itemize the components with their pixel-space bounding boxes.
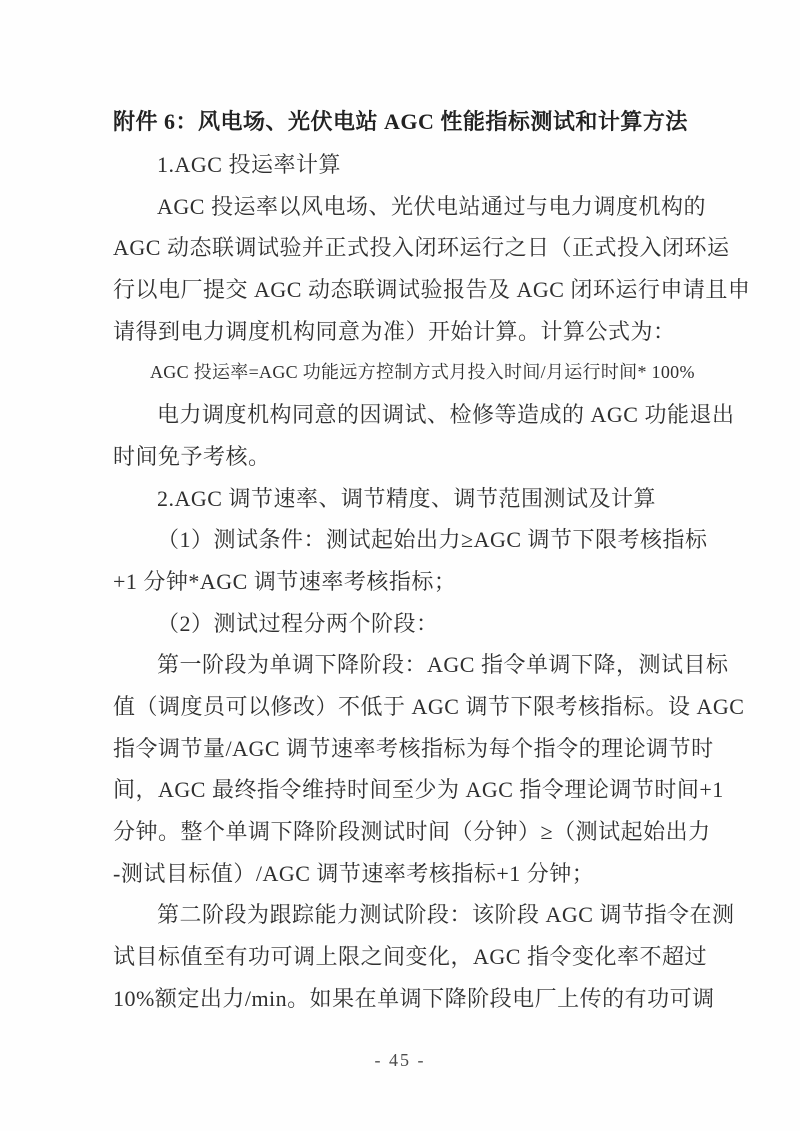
formula-line: AGC 投运率=AGC 功能远方控制方式月投入时间/月运行时间* 100% xyxy=(150,362,695,383)
text-line: 第一阶段为单调下降阶段：AGC 指令单调下降，测试目标 xyxy=(157,652,729,678)
text-line: 10%额定出力/min。如果在单调下降阶段电厂上传的有功可调 xyxy=(113,985,715,1011)
text-line: 电力调度机构同意的因调试、检修等造成的 AGC 功能退出 xyxy=(157,402,735,428)
text-line: AGC 投运率以风电场、光伏电站通过与电力调度机构的 xyxy=(157,193,706,219)
text-line: 行以电厂提交 AGC 动态联调试验报告及 AGC 闭环运行申请且申 xyxy=(113,277,751,303)
text-line: 试目标值至有功可调上限之间变化，AGC 指令变化率不超过 xyxy=(113,944,707,970)
section-heading-1: 1.AGC 投运率计算 xyxy=(157,152,341,177)
text-line: 第二阶段为跟踪能力测试阶段：该阶段 AGC 调节指令在测 xyxy=(157,902,735,928)
text-line: 指令调节量/AGC 调节速率考核指标为每个指令的理论调节时 xyxy=(113,735,714,761)
text-line: 值（调度员可以修改）不低于 AGC 调节下限考核指标。设 AGC xyxy=(113,693,745,719)
text-line: （1）测试条件：测试起始出力≥AGC 调节下限考核指标 xyxy=(157,527,708,553)
text-line: +1 分钟*AGC 调节速率考核指标； xyxy=(113,568,457,594)
document-body xyxy=(113,100,751,1019)
page-number: - 45 - xyxy=(374,1050,426,1070)
text-line: 请得到电力调度机构同意为准）开始计算。计算公式为： xyxy=(113,318,676,344)
text-line: （2）测试过程分两个阶段： xyxy=(157,610,439,636)
document-title: 附件 6：风电场、光伏电站 AGC 性能指标测试和计算方法 xyxy=(113,109,688,134)
section-heading-2: 2.AGC 调节速率、调节精度、调节范围测试及计算 xyxy=(157,485,656,511)
text-line: 时间免予考核。 xyxy=(113,443,271,469)
text-line: 间，AGC 最终指令维持时间至少为 AGC 指令理论调节时间+1 xyxy=(113,777,724,803)
text-line: -测试目标值）/AGC 调节速率考核指标+1 分钟； xyxy=(113,860,595,886)
text-line: 分钟。整个单调下降阶段测试时间（分钟）≥（测试起始出力 xyxy=(113,819,711,844)
text-line: AGC 动态联调试验并正式投入闭环运行之日（正式投入闭环运 xyxy=(113,235,730,261)
